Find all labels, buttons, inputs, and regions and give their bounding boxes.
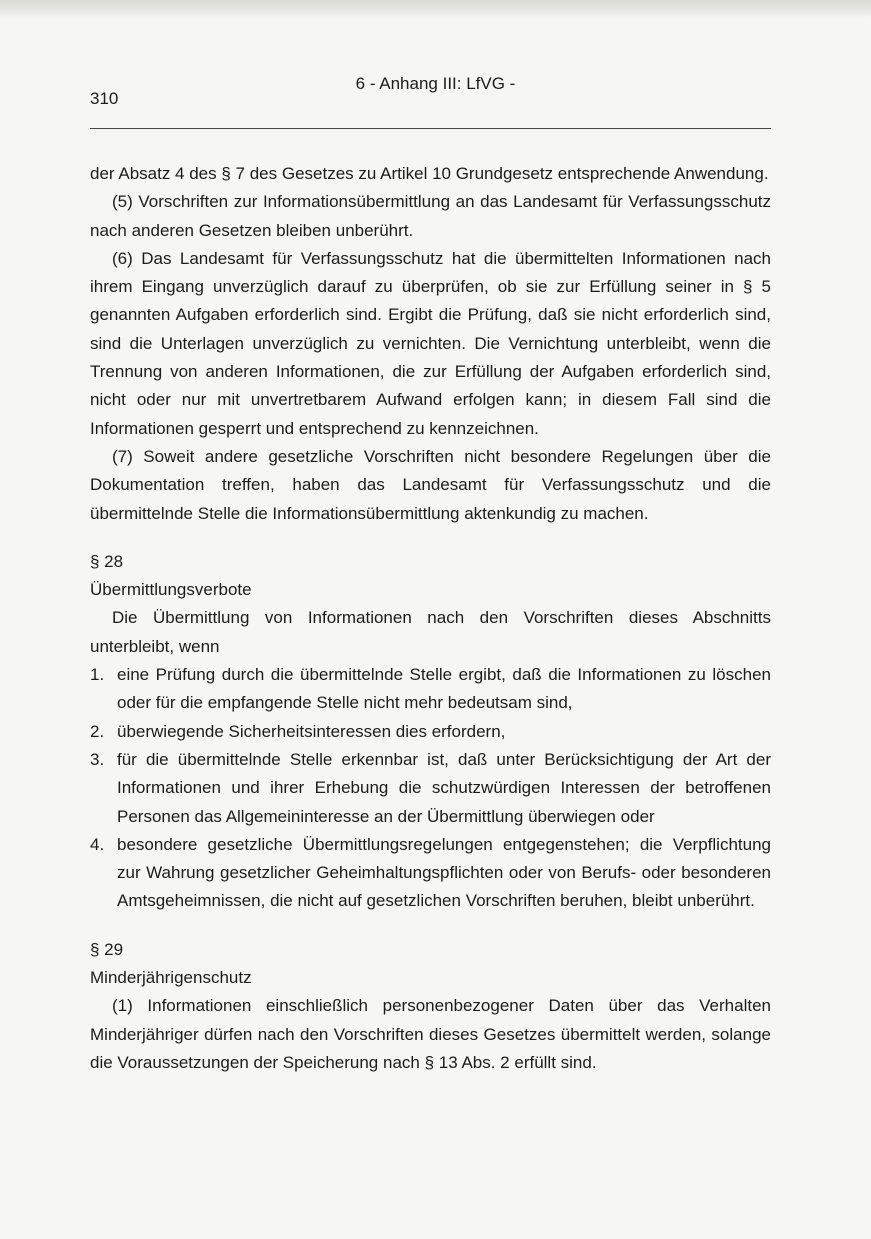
list-item-number: 4. <box>90 834 105 854</box>
list-item-number: 1. <box>90 665 105 685</box>
paragraph-7: (7) Soweit andere gesetzliche Vorschriften nicht besondere Regelungen über die Dokumentation treffen, haben das Landesamt für Verfassungsschutz und die übermittelnde Stelle die Informationsübermittlung aktenkundig zu machen. <box>90 446 771 523</box>
list-item <box>90 718 771 746</box>
list-item-text: für die übermittelnde Stelle erkennbar ist, daß unter Berücksichtigung der Art der Informationen und ihrer Erhebung die schutzwürdigen Interessen der betroffenen Personen das Allgemeininteresse an der Übermittlung überwiegen oder <box>117 749 771 826</box>
paragraph-5: (5) Vorschriften zur Informationsübermittlung an das Landesamt für Verfassungsschutz nach anderen Gesetzen bleiben unberührt. <box>90 192 771 240</box>
section-28-number: § 28 <box>90 551 124 571</box>
list-item-text: besondere gesetzliche Übermittlungsregelungen entgegenstehen; die Verpflichtung zur Wahrung gesetzlicher Geheimhaltungspflichten oder von Berufs- oder besonderen Amtsgeheimnissen, die nicht auf gesetzlichen Vorschriften beruhen, bleibt unberührt. <box>117 834 771 911</box>
section-28-intro: Die Übermittlung von Informationen nach den Vorschriften dieses Abschnitts unterbleibt, wenn <box>90 608 771 656</box>
page-number: 310 <box>90 89 119 108</box>
spacer <box>90 528 771 548</box>
scan-edge-shadow <box>0 0 871 20</box>
paragraph-continuation: der Absatz 4 des § 7 des Gesetzes zu Artikel 10 Grundgesetz entsprechende Anwendung. <box>90 164 769 183</box>
running-head: 6 - Anhang III: LfVG - <box>355 74 516 93</box>
list-item-number: 3. <box>90 749 105 769</box>
section-28-list <box>90 661 771 916</box>
header-rule <box>90 128 771 129</box>
paragraph-6: (6) Das Landesamt für Verfassungsschutz hat die übermittelten Informationen nach ihrem Eingang unverzüglich darauf zu überprüfen, ob sie zur Erfüllung seiner in § 5 genannten Aufgaben erforderlich sind. Ergibt die Prüfung, daß sie nicht erforderlich sind, sind die Unterlagen unverzüglich zu vernichten. Die Vernichtung unterbleibt, wenn die Trennung von anderen Informationen, die zur Erfüllung der Aufgaben erforderlich sind, nicht oder nur mit unvertretbarem Aufwand erfolgen kann; in diesem Fall sind die Informationen gesperrt und entsprechend zu kennzeichnen. <box>90 248 771 438</box>
list-item <box>90 746 771 831</box>
list-item <box>90 661 771 718</box>
list-item <box>90 831 771 916</box>
section-29-number: § 29 <box>90 939 124 959</box>
section-29-paragraph-1: (1) Informationen einschließlich personenbezogener Daten über das Verhalten Minderjähriger dürfen nach den Vorschriften dieses Gesetzes übermittelt werden, solange die Voraussetzungen der Speicherung nach § 13 Abs. 2 erfüllt sind. <box>90 996 771 1072</box>
list-item-text: überwiegende Sicherheitsinteressen dies erfordern, <box>117 721 506 741</box>
section-29-title: Minderjährigenschutz <box>90 968 252 988</box>
spacer <box>90 916 771 936</box>
list-item-number: 2. <box>90 721 105 741</box>
list-item-text: eine Prüfung durch die übermittelnde Stelle ergibt, daß die Informationen zu löschen oder für die empfangende Stelle nicht mehr bedeutsam sind, <box>117 665 771 713</box>
section-28-title: Übermittlungsverbote <box>90 580 252 600</box>
page-body <box>90 160 771 1077</box>
